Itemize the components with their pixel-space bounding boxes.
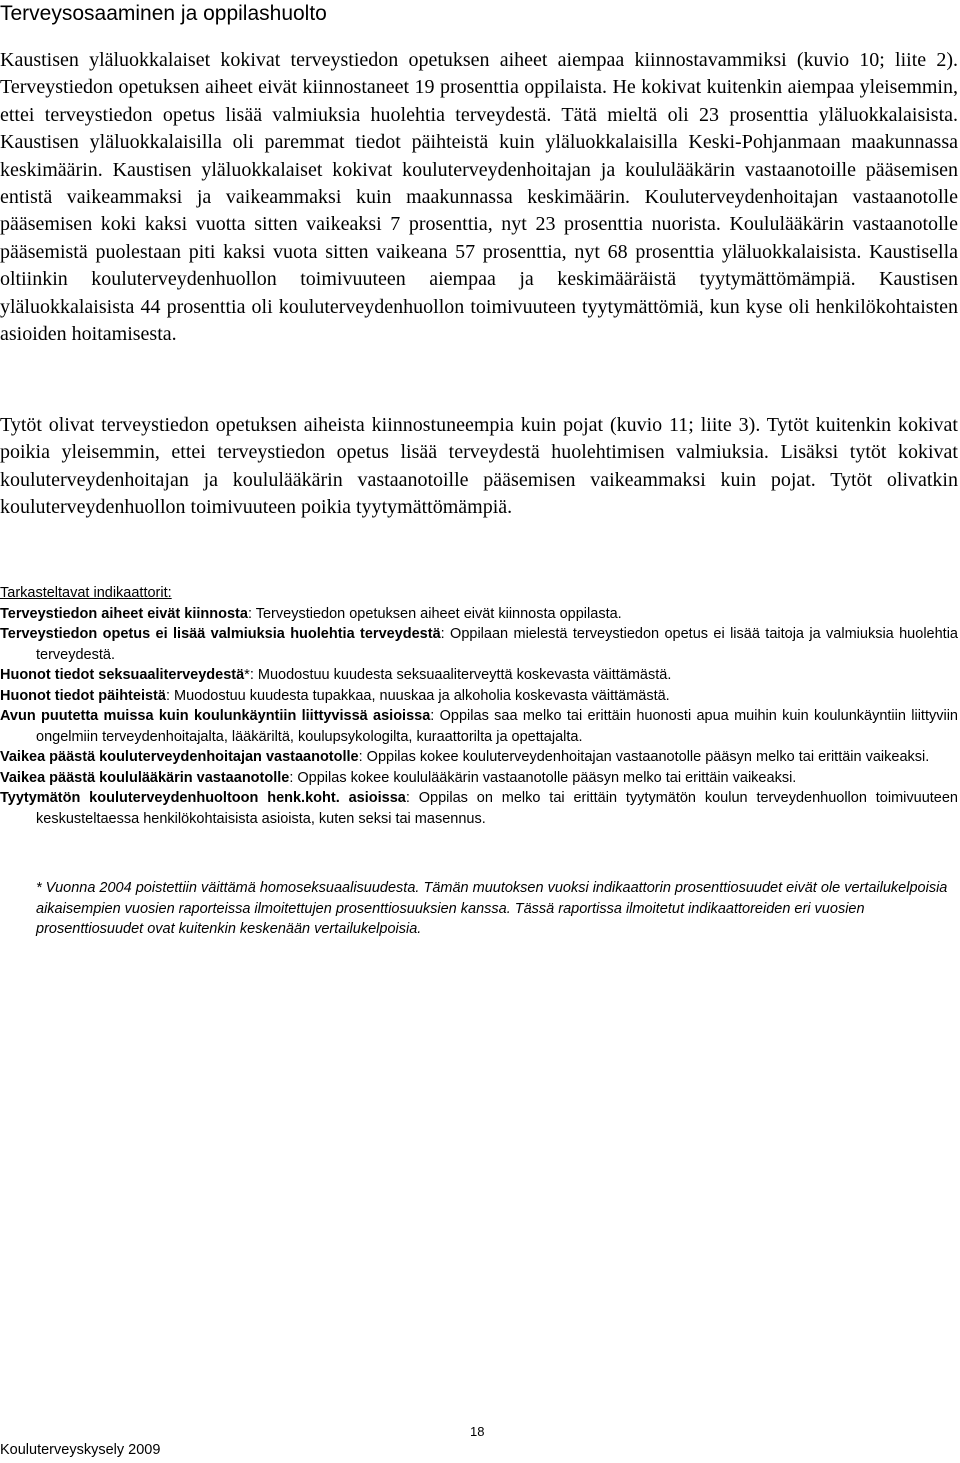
indicator-term: Tyytymätön kouluterveydenhuoltoon henk.koht. asioissa xyxy=(0,790,406,806)
indicator-definition: : Oppilas kokee koululääkärin vastaanotolle pääsyn melko tai erittäin vaikeaksi. xyxy=(289,769,797,786)
page-number: 18 xyxy=(470,1424,485,1439)
indicator-item xyxy=(0,686,958,707)
indicator-definition: : Terveystiedon opetuksen aiheet eivät kiinnosta oppilasta. xyxy=(247,605,622,622)
indicator-term: Terveystiedon aiheet eivät kiinnosta xyxy=(0,605,248,622)
indicator-term: Vaikea päästä koululääkärin vastaanotolle xyxy=(0,769,290,786)
indicator-definition: : Oppilas kokee kouluterveydenhoitajan vastaanotolle pääsyn melko tai erittäin vaikeaksi. xyxy=(358,749,930,765)
indicator-term: Huonot tiedot päihteistä xyxy=(0,687,166,704)
indicator-term: Avun puutetta muissa kuin koulunkäyntiin liittyvissä asioissa xyxy=(0,708,431,724)
indicator-term: Terveystiedon opetus ei lisää valmiuksia huolehtia terveydestä xyxy=(0,626,441,642)
indicator-item xyxy=(0,788,958,829)
indicator-term: Vaikea päästä kouluterveydenhoitajan vastaanotolle xyxy=(0,749,359,765)
footer-source: Kouluterveyskysely 2009 xyxy=(0,1442,161,1458)
indicator-item xyxy=(0,604,958,625)
indicator-definition: : Oppilaan mielestä terveystiedon opetus ei lisää taitoja ja valmiuksia huolehtia terveydestä. xyxy=(36,626,958,663)
indicator-item xyxy=(0,747,958,768)
indicator-term: Huonot tiedot seksuaaliterveydestä xyxy=(0,667,245,683)
section-title: Terveysosaaminen ja oppilashuolto xyxy=(0,2,327,25)
indicator-definition: : Muodostuu kuudesta tupakkaa, nuuskaa ja alkoholia koskevasta väittämästä. xyxy=(165,687,670,704)
body-paragraph-2: Tytöt olivat terveystiedon opetuksen aiheista kiinnostuneempia kuin pojat (kuvio 11; liite 3). Tytöt kuitenkin kokivat poikia yleisemmin, ettei terveystiedon opetus lisää terveydestä huolehtimisen valmiuksia. Lisäksi tytöt kokivat kouluterveydenhoitajan ja koululääkärin vastaanotoille pääsemisen vaikeammaksi kuin pojat. Tytöt olivatkin kouluterveydenhuollon toimivuuteen poikia tyytymättömämpiä. xyxy=(0,414,958,519)
body-paragraph-1: Kaustisen yläluokkalaiset kokivat terveystiedon opetuksen aiheet aiempaa kiinnostavammiksi (kuvio 10; liite 2). Terveystiedon opetuksen aiheet eivät kiinnostaneet 19 prosenttia oppilaista. He kokivat kuitenkin aiempaa yleisemmin, ettei terveystiedon opetus lisää valmiuksia huolehtia terveydestä. Tätä mieltä oli 23 prosenttia yläluokkalaisista. Kaustisen yläluokkalaisilla oli paremmat tiedot päihteistä kuin yläluokkalaisilla Keski-Pohjanmaan maakunnassa keskimäärin. Kaustisen yläluokkalaiset kokivat kouluterveydenhoitajan ja koululääkärin vastaanotoille pääsemisen entistä vaikeammaksi ja vaikeammaksi kuin maakunnassa keskimäärin. Kouluterveydenhoitajan vastaanotolle pääsemisen koki kaksi vuotta sitten vaikeaksi 7 prosenttia, nyt 23 prosenttia nuorista. Koululääkärin vastaanotolle pääsemistä puolestaan piti kaksi vuota sitten vaikeana 57 prosenttia, nyt 68 prosenttia yläluokkalaisista. Kaustisella oltiinkin kouluterveydenhuollon toimivuuteen aiempaa ja keskimääräistä tyytymättömämpiä. Kaustisen yläluokkalaisista 44 prosenttia oli kouluterveydenhuollon toimivuuteen tyytymättömiä, kun kyse oli henkilökohtaisten asioiden hoitamisesta. xyxy=(0,49,958,346)
indicator-item xyxy=(0,665,958,686)
indicator-item xyxy=(0,624,958,665)
indicator-heading: Tarkasteltavat indikaattorit: xyxy=(0,585,172,601)
indicator-item xyxy=(0,706,958,747)
indicator-definition: *: Muodostuu kuudesta seksuaaliterveyttä koskevasta väittämästä. xyxy=(244,667,672,683)
footnote: * Vuonna 2004 poistettiin väittämä homoseksuaalisuudesta. Tämän muutoksen vuoksi indikaattorin prosenttiosuudet eivät ole vertailukelpoisia aikaisempien vuosien raporteissa ilmoitettujen prosenttiosuuksien kanssa. Tässä raportissa ilmoitetut indikaattoreiden eri vuosien prosenttiosuudet ovat kuitenkin keskenään vertailukelpoisia. xyxy=(36,880,948,937)
indicator-definition: : Oppilas on melko tai erittäin tyytymätön koulun terveydenhuollon toimivuuteen keskusteltaessa henkilökohtaisista asioista, kuten seksi tai masennus. xyxy=(36,790,958,827)
indicator-definitions xyxy=(0,583,958,829)
indicator-item xyxy=(0,768,958,789)
indicator-definition: : Oppilas saa melko tai erittäin huonosti apua muihin kuin koulunkäyntiin liittyviin ongelmiin terveydenhoitajalta, lääkäriltä, koulupsykologilta, kuraattorilta ja opettajalta. xyxy=(36,708,958,745)
